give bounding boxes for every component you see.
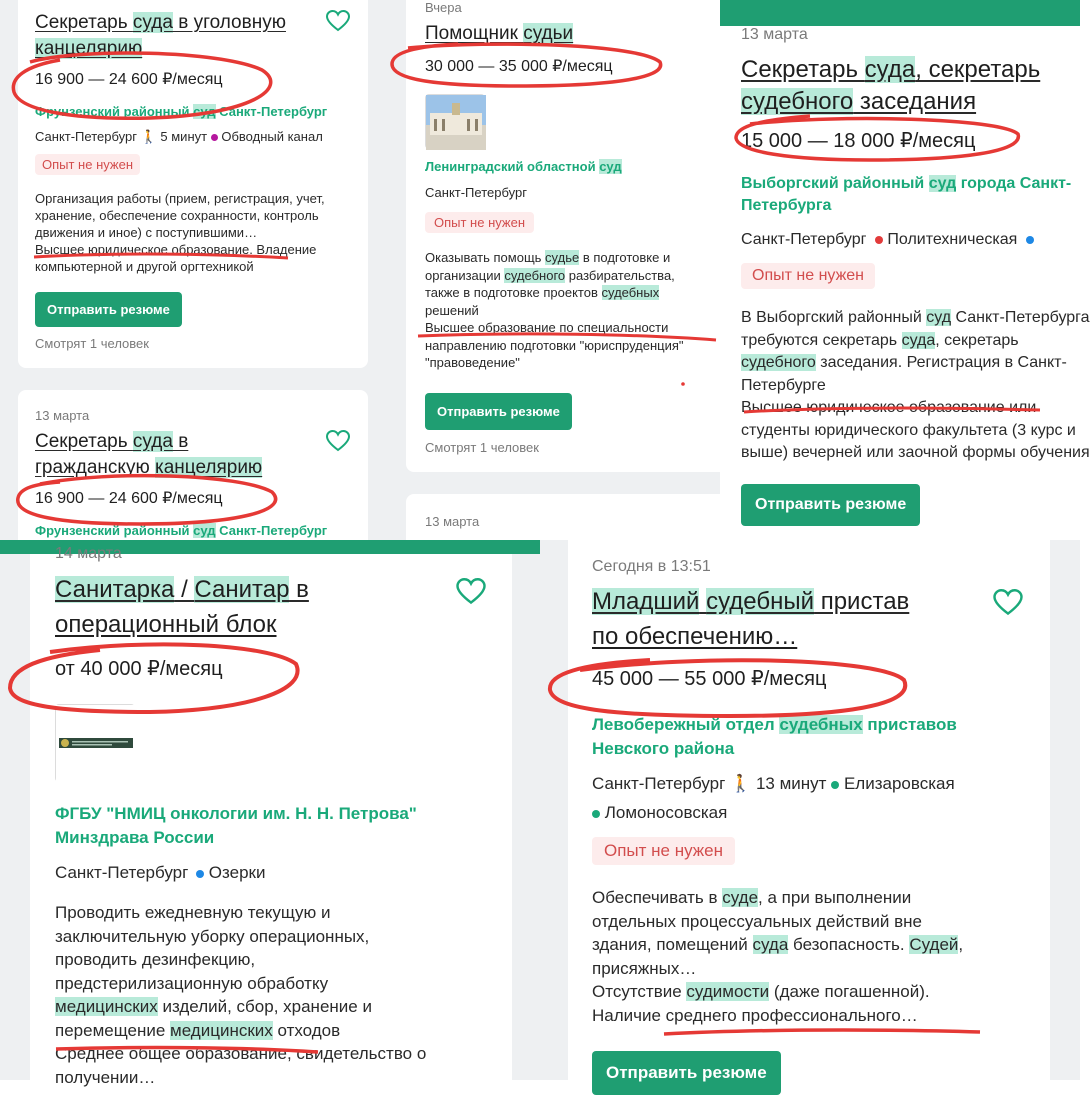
- location-row: [592, 774, 955, 794]
- vacancy-card-orderly[interactable]: [30, 545, 512, 1094]
- screenshot-panel-2: [378, 0, 720, 540]
- company-name-line2[interactable]: Невского района: [592, 739, 735, 758]
- location-row: [35, 129, 323, 145]
- vacancy-title-line2[interactable]: операционный блок: [55, 611, 277, 638]
- metro-station: Политехническая: [887, 231, 1018, 248]
- city: Санкт-Петербург: [55, 863, 189, 882]
- publish-date: 13 марта: [425, 514, 480, 529]
- walk-time: 13 минут: [755, 774, 827, 793]
- vacancy-card-judge-assistant[interactable]: [406, 0, 736, 472]
- publish-date: 14 марта: [55, 545, 122, 562]
- building-image: [426, 95, 486, 150]
- location-row-2: [592, 803, 727, 823]
- company-name[interactable]: ФГБУ "НМИЦ онкологии им. Н. Н. Петрова": [55, 804, 417, 823]
- publish-date: Вчера: [425, 0, 462, 15]
- vacancy-title-line2[interactable]: канцелярию: [35, 38, 143, 59]
- location-row: [55, 863, 265, 883]
- metro-dot-icon: [196, 870, 204, 878]
- vacancy-card-bailiff[interactable]: [568, 540, 1050, 1080]
- metro-dot-icon: [831, 781, 839, 789]
- send-resume-button[interactable]: Отправить резюме: [741, 484, 920, 526]
- salary: 45 000 — 55 000 ₽/месяц: [592, 668, 827, 690]
- vacancy-title[interactable]: Санитарка / Санитар в: [55, 576, 309, 603]
- company-name[interactable]: Фрунзенский районный суд Санкт-Петербург: [35, 523, 328, 538]
- vacancy-description: В Выборгский районный суд Санкт-Петербурга требуются секретарь суда, секретарь судебного заседания. Регистрация в Санкт- Петербурге Высшее юридическое образование или студенты юридического факультета (3 курс и выше) вечерней или заочной формы обучения: [741, 309, 1090, 461]
- metro-dot-icon-2: [592, 810, 600, 818]
- metro-station: Озерки: [208, 863, 266, 882]
- vacancy-title-line2[interactable]: по обеспечению…: [592, 623, 798, 650]
- metro-dot-icon: [211, 134, 218, 141]
- vacancy-title[interactable]: Секретарь суда в: [35, 431, 189, 452]
- screenshot-panel-1: [0, 0, 378, 540]
- company-name[interactable]: Выборгский районный суд города Санкт-: [741, 175, 1072, 192]
- send-resume-button[interactable]: Отправить резюме: [425, 393, 572, 430]
- company-logo: [425, 94, 485, 149]
- walk-time: 5 минут: [160, 129, 208, 144]
- company-name[interactable]: Фрунзенский районный суд Санкт-Петербург: [35, 104, 328, 119]
- metro-dot-icon: [875, 236, 883, 244]
- metro-dot-icon-2: [1026, 236, 1034, 244]
- metro-station: Елизаровская: [843, 774, 955, 793]
- vacancy-title[interactable]: Младший судебный пристав: [592, 588, 910, 615]
- screenshot-panel-4: [0, 540, 540, 1087]
- favorite-heart-icon[interactable]: [456, 578, 486, 605]
- top-green-strip: [720, 0, 1080, 26]
- vacancy-title-line2[interactable]: гражданскую канцелярию: [35, 457, 263, 478]
- screenshot-panel-3: [720, 0, 1090, 540]
- location-row: [741, 231, 1034, 249]
- company-name-line2[interactable]: Минздрава России: [55, 828, 215, 847]
- publish-date: Сегодня в 13:51: [592, 558, 711, 575]
- experience-badge: Опыт не нужен: [425, 212, 534, 233]
- vacancy-title[interactable]: Помощник судьи: [425, 23, 574, 44]
- viewers-count: Смотрят 1 человек: [425, 440, 539, 455]
- vacancy-title[interactable]: Секретарь суда, секретарь: [741, 56, 1041, 83]
- vacancy-card-court-secretary-civil[interactable]: [18, 390, 368, 560]
- city: Санкт-Петербург: [35, 129, 137, 144]
- screenshot-panel-5: [540, 540, 1080, 1080]
- salary: 16 900 — 24 600 ₽/месяц: [35, 71, 223, 88]
- viewers-count: Смотрят 1 человек: [35, 336, 149, 351]
- walking-person-icon: 🚶: [730, 774, 752, 793]
- publish-date: 13 марта: [741, 26, 808, 43]
- experience-badge: Опыт не нужен: [592, 837, 735, 865]
- salary: 16 900 — 24 600 ₽/месяц: [35, 490, 223, 507]
- oncology-logo-icon: [56, 705, 136, 783]
- vacancy-description: Проводить ежедневную текущую и заключительную уборку операционных, проводить дезинфекцию, предстерилизационную обработку медицинских изделий, сбор, хранение и перемещение медицинских отходов Среднее общее образование, свидетельство о получении…: [55, 903, 427, 1087]
- vacancy-description: Обеспечивать в суде, а при выполнении отдельных процессуальных действий вне здания, помещений суда безопасность. Судей, присяжных… Отсутствие судимости (даже погашенной). Наличие среднего профессионального…: [592, 888, 964, 1025]
- salary: 15 000 — 18 000 ₽/месяц: [741, 130, 976, 152]
- send-resume-button[interactable]: Отправить резюме: [592, 1051, 781, 1095]
- vacancy-card-court-secretary-criminal[interactable]: [18, 0, 368, 368]
- company-name[interactable]: Левобережный отдел судебных приставов: [592, 715, 957, 734]
- city: Санкт-Петербург: [425, 185, 527, 200]
- vacancy-description: Оказывать помощь судье в подготовке и организации судебного разбирательства, также в подготовке проектов судебных решений Высшее образование по специальности направлению подготовки "юриспруденция" "правоведение": [425, 250, 684, 370]
- favorite-heart-icon[interactable]: [326, 430, 350, 452]
- city: Санкт-Петербург: [741, 231, 867, 248]
- experience-badge: Опыт не нужен: [741, 263, 875, 289]
- metro-station: Обводный канал: [221, 129, 323, 144]
- vacancy-description: Организация работы (прием, регистрация, учет, хранение, обеспечение сохранности, контроль движения и иное) с поступившими… Высшее юридическое образование. Владение компьютерной и другой оргтехникой: [35, 191, 325, 274]
- salary: от 40 000 ₽/месяц: [55, 658, 223, 680]
- salary: 30 000 — 35 000 ₽/месяц: [425, 58, 613, 75]
- vacancy-title[interactable]: Секретарь суда в уголовную: [35, 12, 286, 33]
- company-logo: [55, 704, 135, 782]
- city: Санкт-Петербург: [592, 774, 726, 793]
- experience-badge: Опыт не нужен: [35, 154, 140, 175]
- publish-date: 13 марта: [35, 408, 90, 423]
- favorite-heart-icon[interactable]: [326, 10, 350, 32]
- walking-person-icon: 🚶: [140, 129, 157, 144]
- vacancy-title-line2[interactable]: судебного заседания: [741, 88, 977, 115]
- send-resume-button[interactable]: Отправить резюме: [35, 292, 182, 327]
- vacancy-card-court-secretary-session[interactable]: [720, 26, 1090, 540]
- favorite-heart-icon[interactable]: [993, 589, 1023, 616]
- company-name[interactable]: Ленинградский областной суд: [425, 159, 622, 174]
- metro-station-2: Ломоносовская: [604, 803, 728, 822]
- company-name-line2[interactable]: Петербурга: [741, 197, 832, 214]
